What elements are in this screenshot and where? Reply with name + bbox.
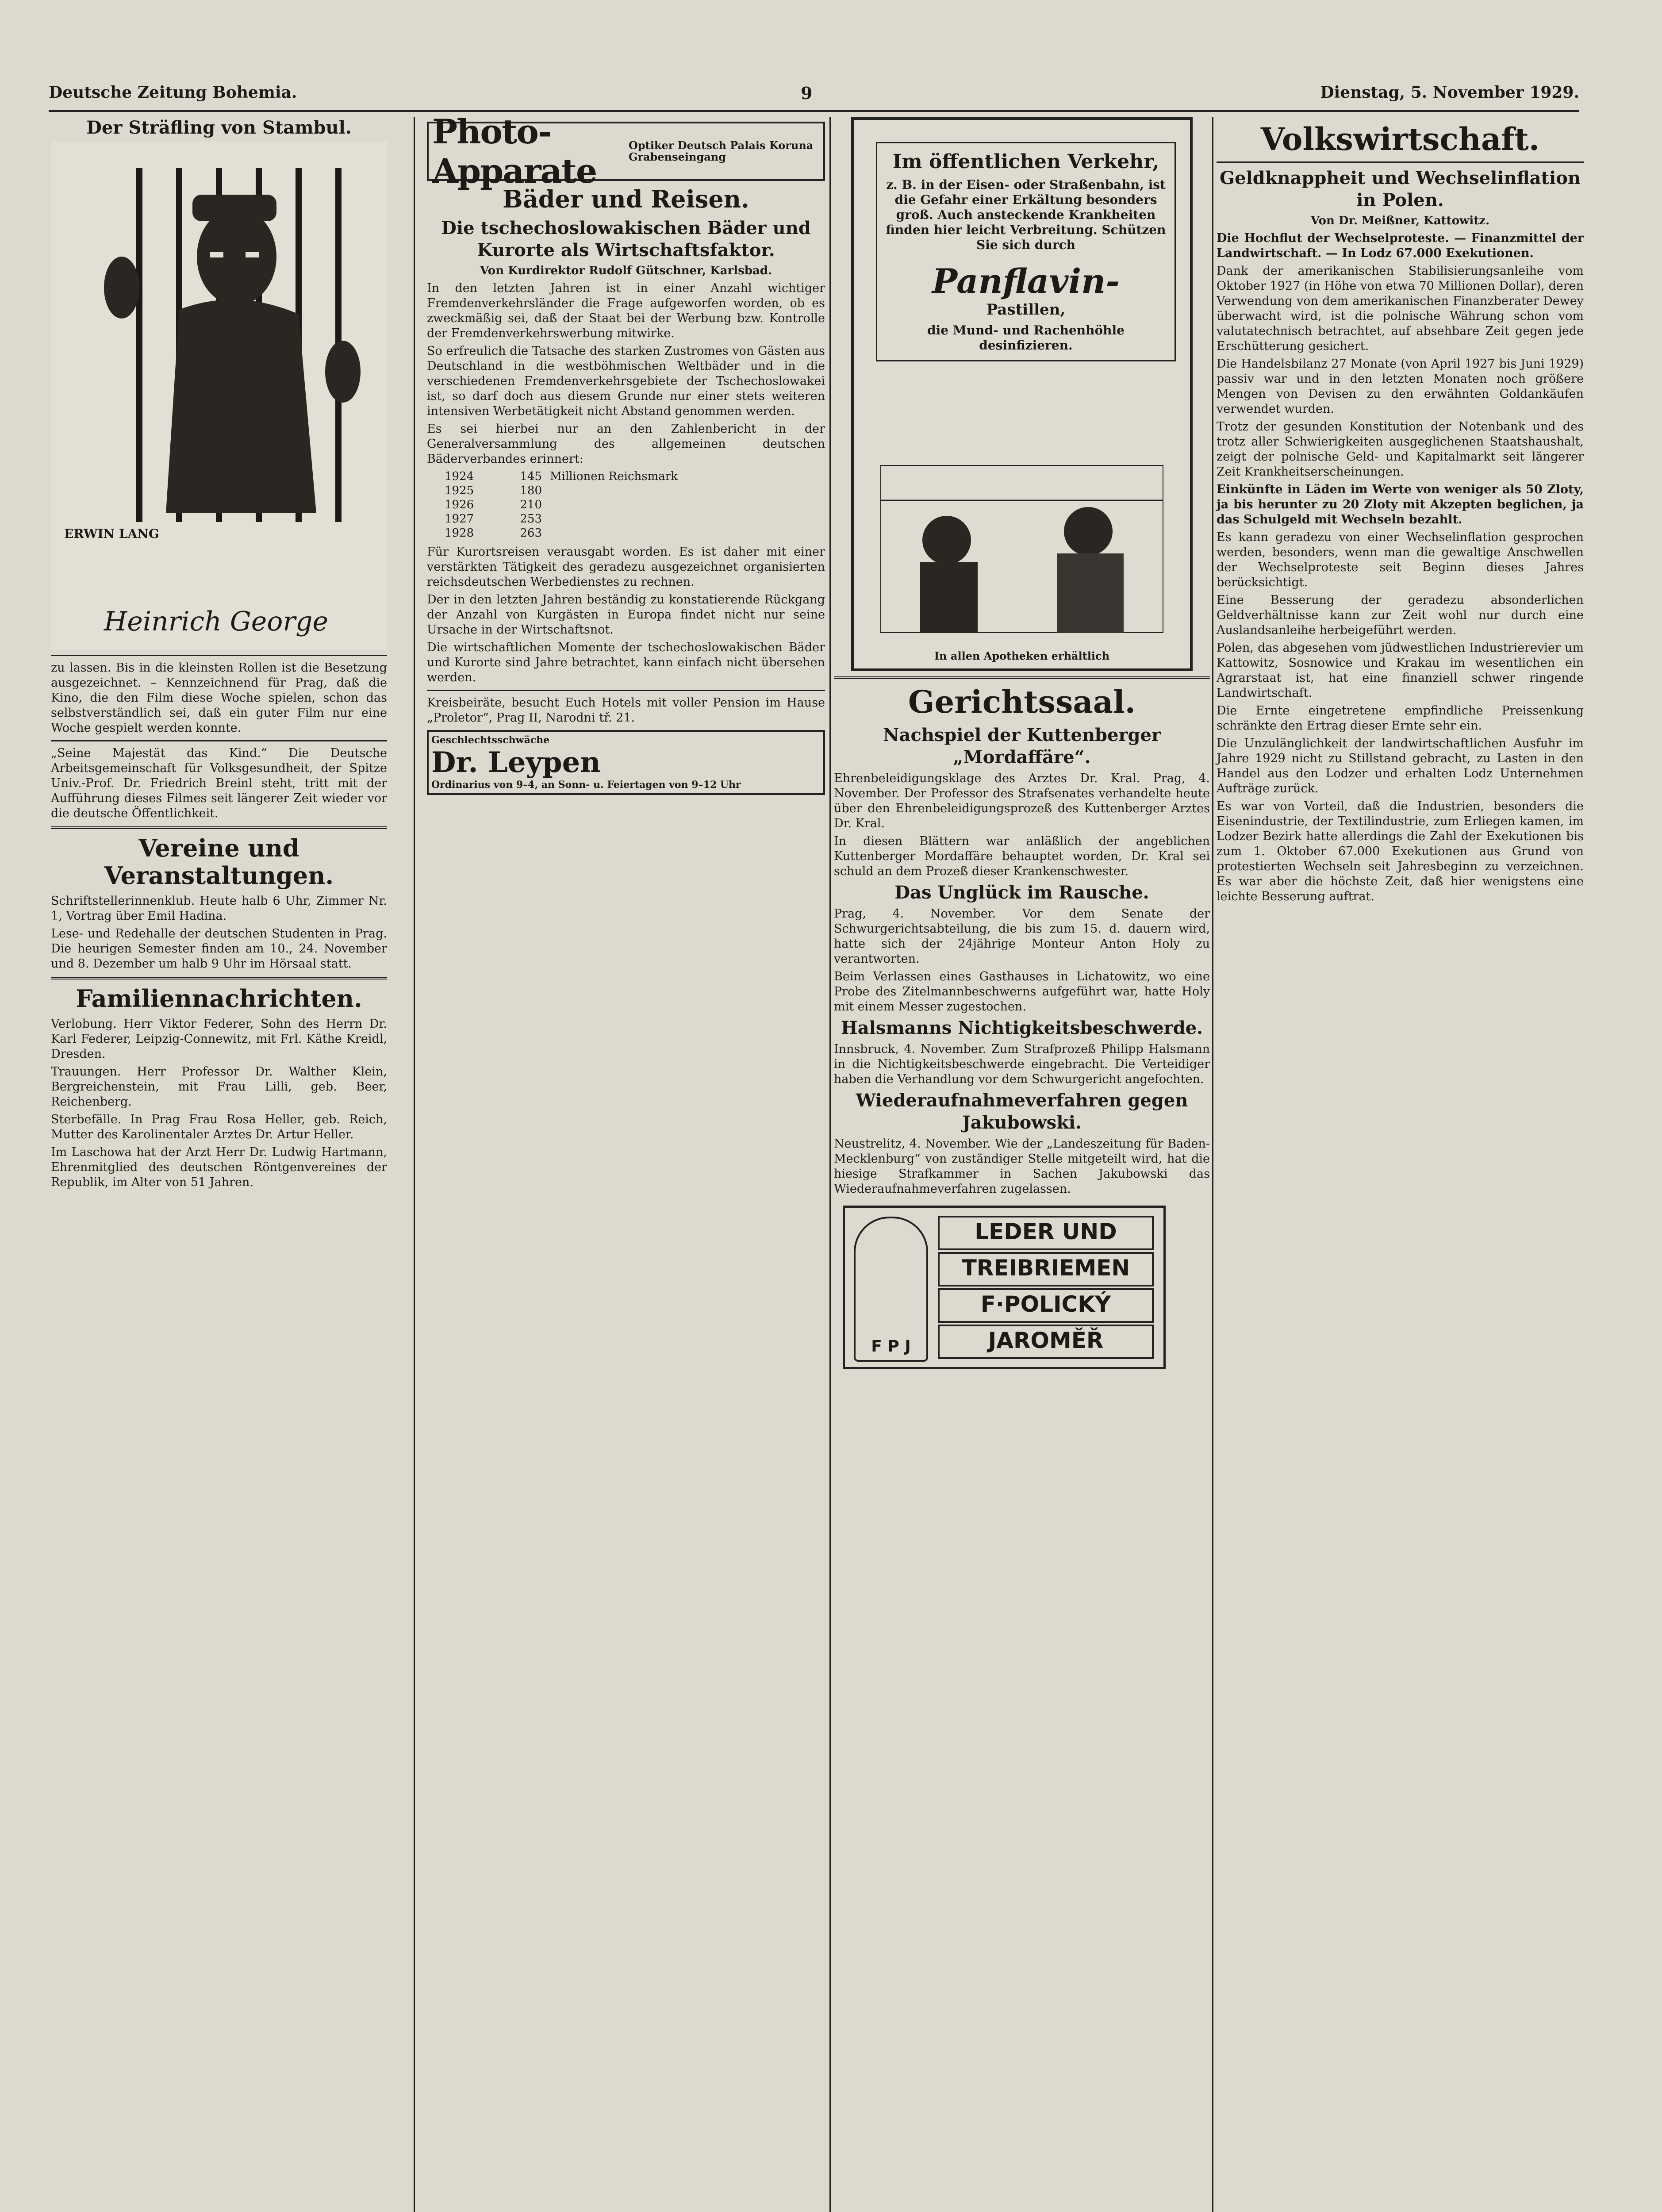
article-paragraph: Es kann geradezu von einer Wechselinflation gesprochen werden, besonders, wenn man die gewaltige Anschwellen der Wechselproteste seit Beginn dieses Jahres berücksichtigt. bbox=[1217, 530, 1584, 589]
article-paragraph: „Seine Majestät das Kind.“ Die Deutsche Arbeitsgemeinschaft für Volksgesundheit, der Spitze Univ.-Prof. Dr. Friedrich Breinl steht, tritt mit der Aufführung dieses Filmes seit längerer Zeit wieder vor die deutsche Öffentlichkeit. bbox=[51, 746, 387, 820]
article-paragraph: Prag, 4. November. Vor dem Senate der Schwurgerichtsabteilung, die bis zum 15. d. dauern wird, hatte sich der 24jährige Monteur Anton Holy zu verantworten. bbox=[834, 907, 1210, 966]
article-paragraph: Lese- und Redehalle der deutschen Studenten in Prag. Die heurigen Semester finden am 10., 24. November und 8. Dezember um halb 9 Uhr im Hörsaal statt. bbox=[51, 927, 387, 971]
ad-leypen-name: Dr. Leypen bbox=[431, 746, 601, 779]
divider bbox=[1217, 161, 1584, 163]
section-heading-unglueck: Das Unglück im Rausche. bbox=[894, 882, 1149, 903]
masthead: Deutsche Zeitung Bohemia. bbox=[49, 83, 297, 102]
ad-leder-line-1: LEDER UND bbox=[938, 1216, 1154, 1250]
ad-panflavin-brand2: Pastillen, bbox=[986, 301, 1066, 319]
article-paragraph: Verlobung. Herr Viktor Federer, Sohn des Herrn Dr. Karl Federer, Leipzig-Connewitz, mit Frl. Käthe Kreidl, Dresden. bbox=[51, 1017, 387, 1061]
article-byline: Von Dr. Meißner, Kattowitz. bbox=[1310, 214, 1490, 227]
article-paragraph: Die wirtschaftlichen Momente der tschechoslowakischen Bäder und Kurorte sind Jahre betrachtet, kann einfach nicht übersehen werden. bbox=[427, 641, 825, 684]
divider bbox=[51, 977, 387, 979]
article-paragraph: Beim Verlassen eines Gasthauses in Lichatowitz, wo eine Probe des Zitelmannbeschwerns aufgeführt war, hatte Holy mit einem Messer zugestochen. bbox=[834, 970, 1210, 1014]
section-heading-halsmann: Halsmanns Nichtigkeitsbeschwerde. bbox=[841, 1018, 1203, 1038]
artist-mark: ERWIN LANG bbox=[64, 526, 159, 541]
column-4 bbox=[1217, 117, 1584, 907]
divider bbox=[51, 826, 387, 829]
cartoon-title: Der Sträfling von Stambul. bbox=[86, 117, 352, 138]
divider bbox=[51, 740, 387, 741]
article-paragraph: Polen, das abgesehen vom jüdwestlichen Industrierevier um Kattowitz, Sosnowice und Krakau im wesentlichen ein Agrarstaat ist, hat eine finanziell schwer ringende Landwirtschaft. bbox=[1217, 641, 1584, 700]
section-heading-wiederaufnahme: Wiederaufnahmeverfahren gegen Jakubowski. bbox=[856, 1090, 1188, 1133]
ad-leypen bbox=[427, 730, 825, 795]
column-rule bbox=[829, 117, 831, 2212]
article-paragraph: zu lassen. Bis in die kleinsten Rollen ist die Besetzung ausgezeichnet. – Kennzeichnend für Prag, daß die Kino, die den Film diese Woche spielen, schon das selbstverständlich sei, daß ein guter Film nur eine Woche gespielt werden konnte. bbox=[51, 661, 387, 735]
article-paragraph: Es sei hierbei nur an den Zahlenbericht in der Generalversammlung des allgemeinen deutschen Bäderverbandes erinnert: bbox=[427, 422, 825, 466]
article-paragraph: Sterbefälle. In Prag Frau Rosa Heller, geb. Reich, Mutter des Karolinentaler Arztes Dr. Artur Heller. bbox=[51, 1113, 387, 1141]
article-paragraph: Schriftstellerinnenklub. Heute halb 6 Uhr, Zimmer Nr. 1, Vortrag über Emil Hadina. bbox=[51, 894, 387, 923]
page-number: 9 bbox=[801, 83, 813, 103]
article-paragraph: Dank der amerikanischen Stabilisierungsanleihe vom Oktober 1927 (in Höhe von etwa 70 Millionen Dollar), deren Verwendung von dem amerikanischen Finanzberater Dewey überwacht wird, ist die polnische Währung schon vom valutatechnisch betrachtet, auf absehbare Zeit gegen jede Erschütterung gesichert. bbox=[1217, 264, 1584, 353]
article-paragraph: Eine Besserung der geradezu absonderlichen Geldverhältnisse kann zur Zeit wohl nur durch eine Auslandsanleihe herbeigeführt werden. bbox=[1217, 593, 1584, 637]
article-paragraph: Trotz der gesunden Konstitution der Notenbank und des trotz aller Schwierigkeiten ausgeglichenen Staatshaushalt, zeigt der polnische Geld- und Kapitalmarkt seit längerer Zeit Krankheitserscheinungen. bbox=[1217, 420, 1584, 479]
article-paragraph: Es war von Vorteil, daß die Industrien, besonders die Eisenindustrie, der Textilindustrie, zum Erliegen kamen, im Lodzer Bezirk hatte allerdings die Zahl der Exekutionen bis zum 1. Oktober 67.000 Exekutionen aus Grund von protestierten Wechseln seit Jahresbeginn zu verzeichnen. Es war aber die höchste Zeit, daß hier wenigstens eine leichte Besserung auftrat. bbox=[1217, 799, 1584, 903]
ad-leder-logo: F P J bbox=[854, 1217, 928, 1362]
table-row: 1926 210 bbox=[445, 498, 542, 511]
column-2 bbox=[427, 112, 825, 795]
article-paragraph: Die Handelsbilanz 27 Monate (von April 1927 bis Juni 1929) passiv war und in den letzten Monaten noch größere Mengen von Devisen zu den erwähnten Goldankäufen verwendet wurden. bbox=[1217, 357, 1584, 416]
ad-leypen-text: Ordinarius von 9–4, an Sonn- u. Feiertagen von 9–12 Uhr bbox=[431, 779, 741, 791]
article-paragraph: Die Ernte eingetretene empfindliche Preissenkung schränkte den Ertrag dieser Ernte sehr ein. bbox=[1217, 704, 1584, 733]
section-heading-court: Gerichtssaal. bbox=[908, 684, 1136, 720]
ad-photo-side: Optiker Deutsch Palais Koruna Grabenseingang bbox=[628, 139, 814, 163]
article-paragraph: Trauungen. Herr Professor Dr. Walther Klein, Bergreichenstein, mit Frau Lilli, geb. Beer, Reichenberg. bbox=[51, 1065, 387, 1109]
ad-leder-line-2: TREIBRIEMEN bbox=[938, 1252, 1154, 1286]
statistics-table bbox=[445, 469, 825, 540]
ad-leder-line-3: F·POLICKÝ bbox=[938, 1288, 1154, 1323]
ad-panflavin-text: z. B. in der Eisen- oder Straßenbahn, ist die Gefahr einer Erkältung besonders groß. Auch ansteckende Krankheiten finden hier leicht Verbreitung. Schützen Sie sich durch bbox=[886, 177, 1166, 252]
court-subhead: Nachspiel der Kuttenberger „Mordaffäre“. bbox=[883, 725, 1161, 768]
article-teaser: Die Hochflut der Wechselproteste. — Finanzmittel der Landwirtschaft. — In Lodz 67.000 Exekutionen. bbox=[1217, 231, 1584, 260]
section-heading-familie: Familiennachrichten. bbox=[76, 984, 362, 1013]
article-paragraph: In diesen Blättern war anläßlich der angeblichen Kuttenberger Mordaffäre behauptet worden, Dr. Kral sei schuld an dem Prozeß dieser Krankenschwester. bbox=[834, 834, 1210, 878]
ad-leder-treibriemen bbox=[843, 1206, 1166, 1369]
article-paragraph: So erfreulich die Tatsache des starken Zustromes von Gästen aus Deutschland in die westböhmischen Weltbäder und in die verschiedenen Fremdenverkehrsgebiete der Tschechoslowakei ist, so darf doch aus diesem Grunde nur einer stets weiteren intensiven Werbetätigkeit nicht Abstand genommen werden. bbox=[427, 344, 825, 418]
table-row: 1927 253 bbox=[445, 512, 542, 526]
article-paragraph: Ehrenbeleidigungsklage des Arztes Dr. Kral. Prag, 4. November. Der Professor des Strafsenates verhandelte heute über den Ehrenbeleidigungsprozeß des Kuttenberger Arztes Dr. Kral. bbox=[834, 772, 1210, 830]
ad-photo-apparate bbox=[427, 112, 825, 191]
article-paragraph: Die Unzulänglichkeit der landwirtschaftlichen Ausfuhr im Jahre 1929 nicht zu Stillstand gebracht, zu Lasten in den Handel aus den Lodzer und erhalten Lodz Unternehmen Aufträge zurück. bbox=[1217, 737, 1584, 795]
table-row: 1925 180 bbox=[445, 484, 542, 497]
table-row: 1924 145 Millionen Reichsmark bbox=[445, 470, 678, 483]
ad-panflavin-heading: Im öffentlichen Verkehr, bbox=[892, 150, 1159, 173]
ad-photo-title: Photo-Apparate bbox=[432, 112, 597, 191]
article-paragraph: Im Laschowa hat der Arzt Herr Dr. Ludwig Hartmann, Ehrenmitglied des deutschen Röntgenvereines der Republik, im Alter von 51 Jahren. bbox=[51, 1145, 387, 1189]
ad-panflavin-tail: die Mund- und Rachenhöhle desinfizieren. bbox=[927, 323, 1125, 353]
page-header bbox=[49, 83, 1579, 112]
classified-ad: Kreisbeiräte, besucht Euch Hotels mit voller Pension im Hause „Proletor“, Prag II, Narodni tř. 21. bbox=[427, 696, 825, 725]
table-row: 1928 263 bbox=[445, 526, 542, 540]
article-paragraph: Der in den letzten Jahren beständig zu konstatierende Rückgang der Anzahl von Kurgästen in Europa findet nicht nur seine Ursache in der Wirtschaftsnot. bbox=[427, 593, 825, 637]
ad-leder-line-4: JAROMĚŘ bbox=[938, 1325, 1154, 1359]
issue-date: Dienstag, 5. November 1929. bbox=[1320, 83, 1579, 102]
prisoner-drawing bbox=[51, 142, 387, 650]
divider bbox=[834, 676, 1210, 679]
article-byline: Von Kurdirektor Rudolf Gütschner, Karlsbad. bbox=[480, 264, 772, 277]
article-subhead: Die tschechoslowakischen Bäder und Kurorte als Wirtschaftsfaktor. bbox=[441, 218, 811, 261]
column-1 bbox=[51, 117, 387, 1193]
ad-panflavin bbox=[851, 117, 1193, 671]
ad-panflavin-brand: Panflavin- bbox=[932, 261, 1120, 301]
divider bbox=[427, 690, 825, 691]
column-rule bbox=[414, 117, 415, 2212]
ad-panflavin-foot: In allen Apotheken erhältlich bbox=[934, 649, 1110, 662]
article-paragraph: Innsbruck, 4. November. Zum Strafprozeß Philipp Halsmann in die Nichtigkeitsbeschwerde eingebracht. Die Verteidiger haben die Verhandlung vor dem Schwurgericht angefochten. bbox=[834, 1042, 1210, 1086]
article-headline: Bäder und Reisen. bbox=[503, 185, 749, 213]
section-heading-vereine: Vereine und Veranstaltungen. bbox=[104, 834, 334, 890]
column-3 bbox=[834, 117, 1210, 1369]
section-heading-volkswirtschaft: Volkswirtschaft. bbox=[1260, 121, 1540, 157]
divider bbox=[51, 655, 387, 656]
article-paragraph: Für Kurortsreisen verausgabt worden. Es ist daher mit einer verstärkten Tätigkeit des geradezu ausgezeichnet organisierten reichsdeutschen Werbedienstes zu rechnen. bbox=[427, 545, 825, 589]
tram-passengers-illustration bbox=[880, 465, 1163, 633]
signature: Heinrich George bbox=[104, 606, 329, 637]
article-headline: Geldknappheit und Wechselinflation in Polen. bbox=[1219, 168, 1581, 211]
ad-leypen-title: Geschlechtsschwäche bbox=[431, 734, 550, 746]
column-rule bbox=[1212, 117, 1213, 2212]
article-paragraph: Neustrelitz, 4. November. Wie der „Landeszeitung für Baden-Mecklenburg“ von zuständiger Stelle mitgeteilt wird, hat die hiesige Strafkammer in Sachen Jakubowski das Wiederaufnahmeverfahren zugelassen. bbox=[834, 1137, 1210, 1196]
ad-panflavin-panel bbox=[876, 142, 1176, 361]
article-paragraph: Einkünfte in Läden im Werte von weniger als 50 Zloty, ja bis herunter zu 20 Zloty mit Akzepten beglichen, ja das Schulgeld mit Wechseln bezahlt. bbox=[1217, 483, 1584, 526]
cartoon-illustration bbox=[51, 142, 387, 650]
article-paragraph: In den letzten Jahren ist in einer Anzahl wichtiger Fremdenverkehrsländer die Frage aufgeworfen worden, ob es zweckmäßig sei, daß der Staat bei der Werbung bzw. Kontrolle der Fremdenverkehrswerbung mitwirke. bbox=[427, 281, 825, 340]
